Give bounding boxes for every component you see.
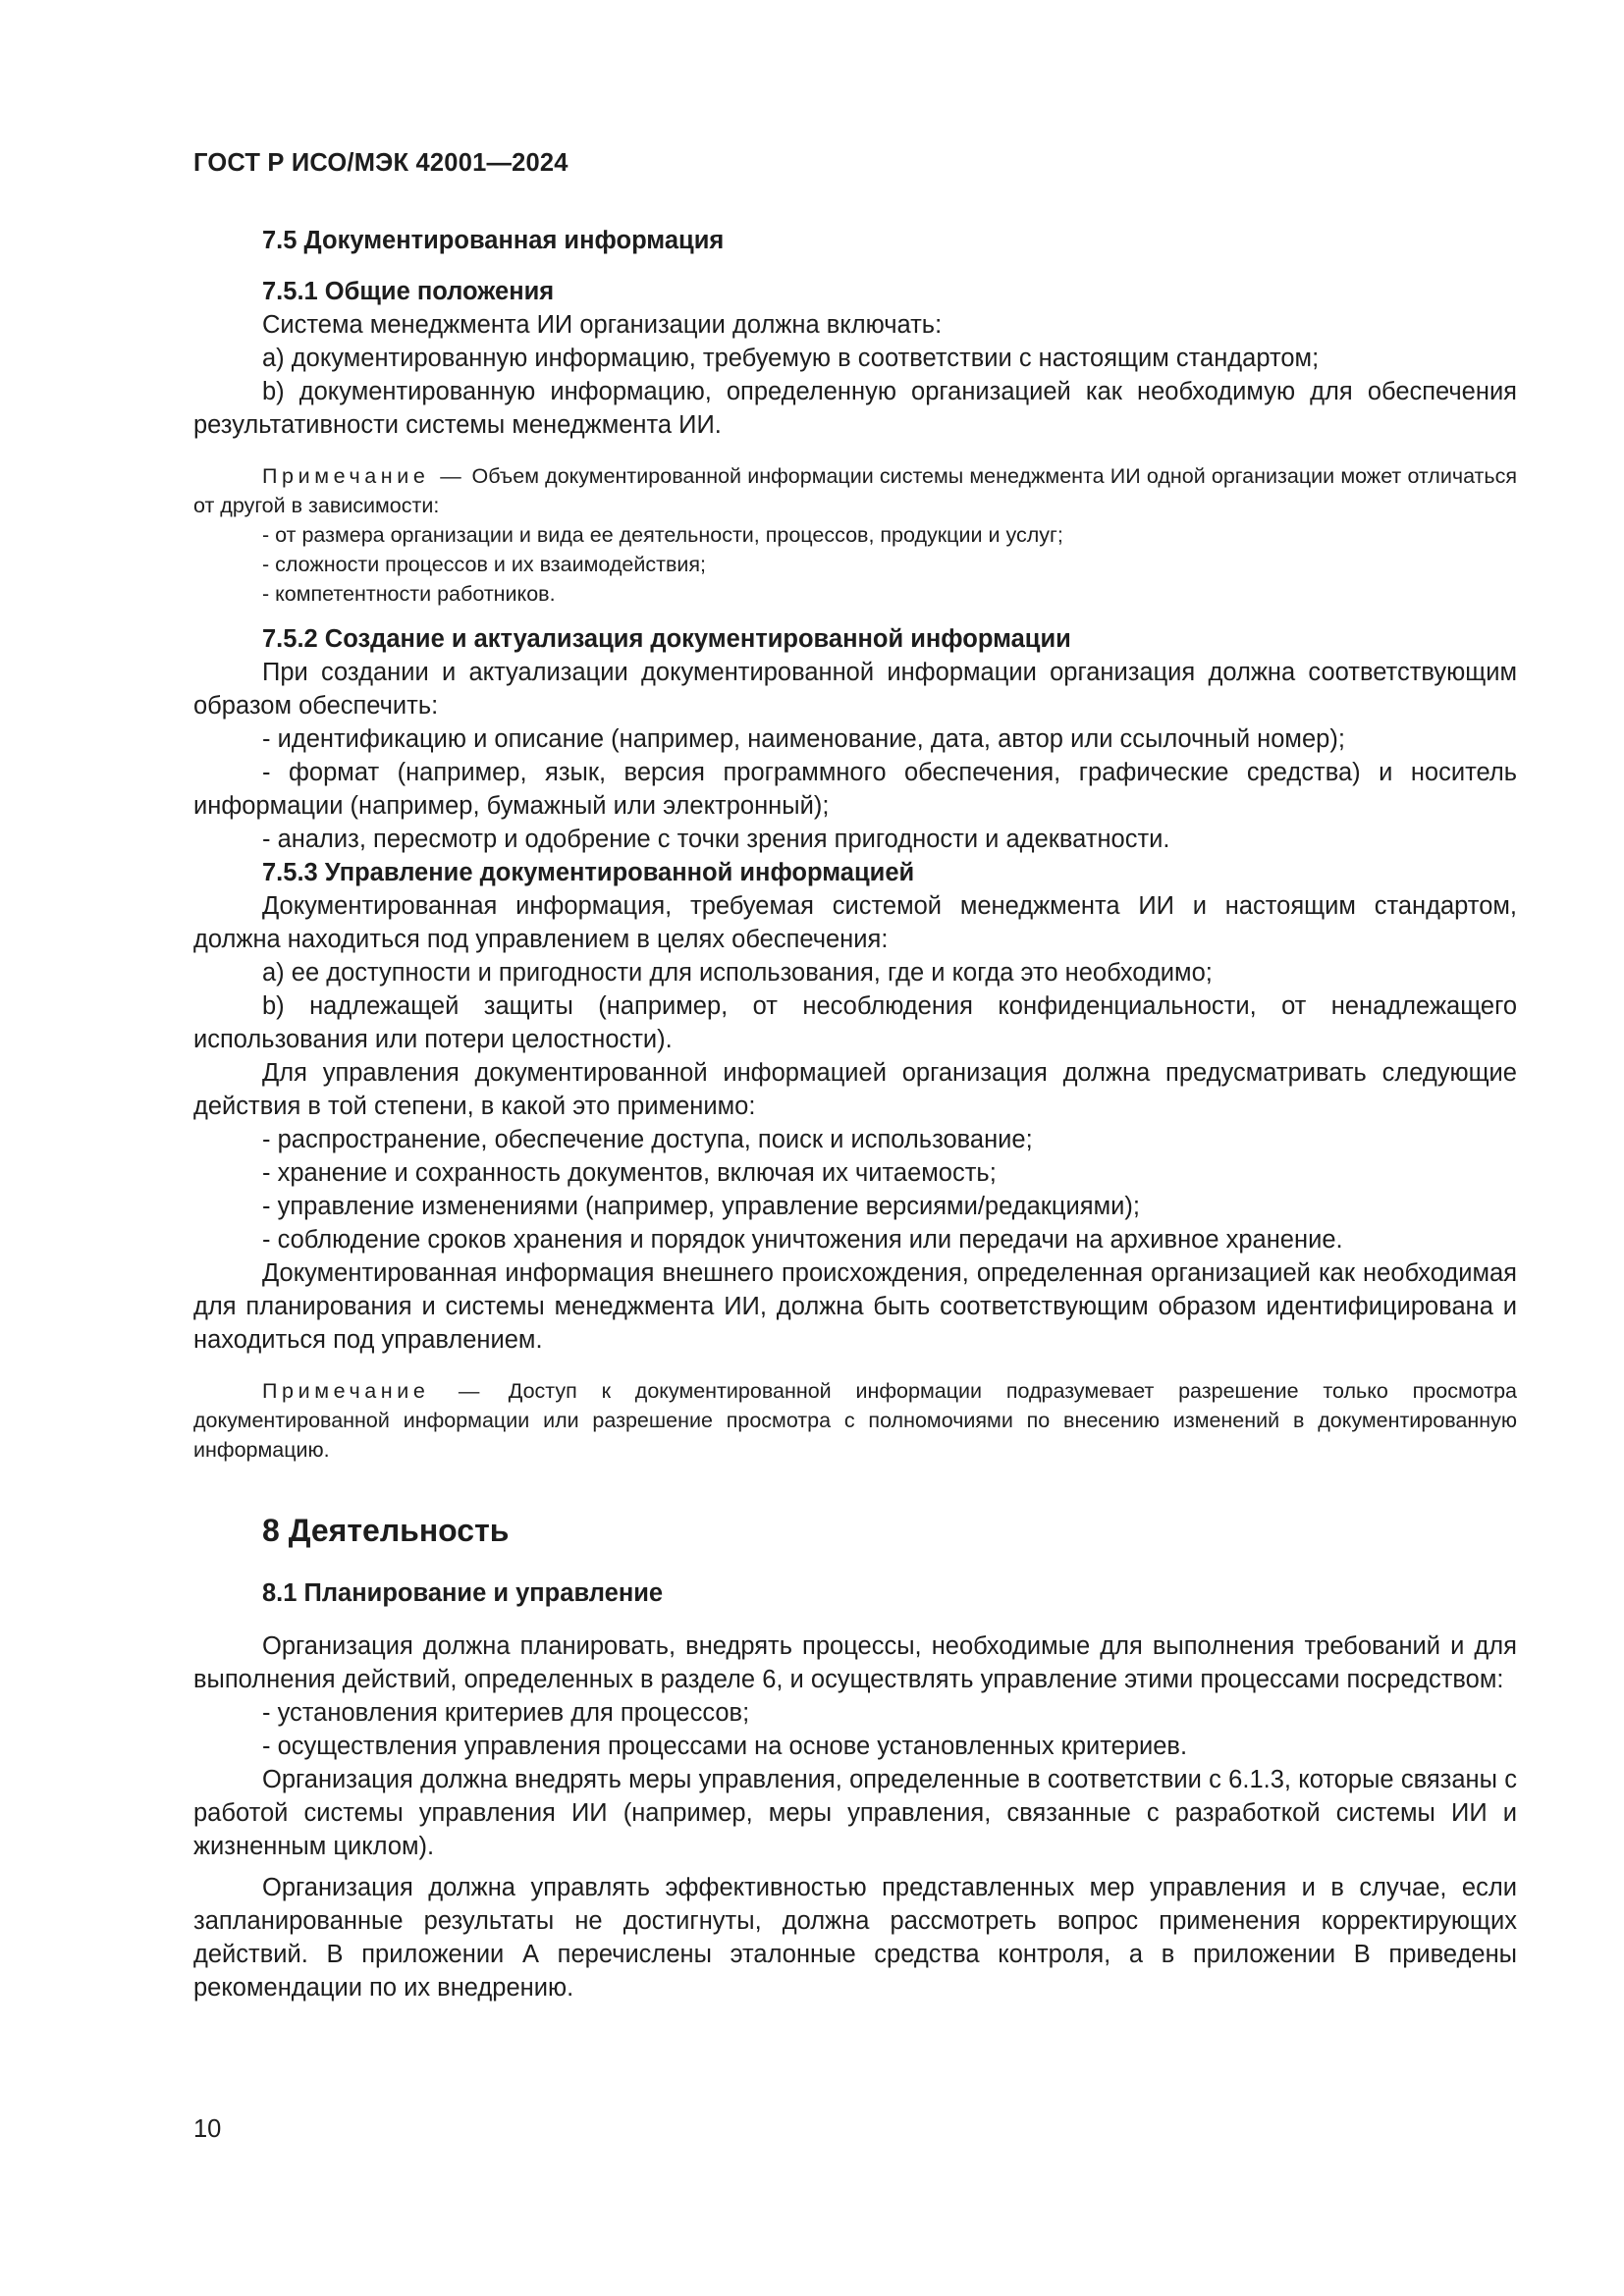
note-label: Примечание — bbox=[262, 464, 466, 488]
note-list-item: - от размера организации и вида ее деятельности, процессов, продукции и услуг; bbox=[262, 523, 1063, 547]
section-7-5-heading: 7.5 Документированная информация bbox=[262, 227, 725, 254]
list-item: - управление изменениями (например, управление версиями/редакциями); bbox=[262, 1193, 1140, 1220]
list-item: - формат (например, язык, версия программного обеспечения, графические средства) и носитель информации (например, бумажный или электронный); bbox=[193, 759, 1517, 820]
note-list-item: - сложности процессов и их взаимодействия; bbox=[262, 553, 707, 576]
list-item: - хранение и сохранность документов, включая их читаемость; bbox=[262, 1159, 997, 1187]
paragraph: Система менеджмента ИИ организации должна включать: bbox=[262, 311, 943, 339]
list-item: - распространение, обеспечение доступа, поиск и использование; bbox=[262, 1126, 1033, 1153]
section-7-5-2-heading: 7.5.2 Создание и актуализация документированной информации bbox=[262, 625, 1071, 653]
note-label: Примечание — bbox=[262, 1379, 484, 1403]
section-8-heading: 8 Деятельность bbox=[262, 1513, 510, 1548]
list-item: - идентификацию и описание (например, наименование, дата, автор или ссылочный номер); bbox=[262, 725, 1345, 753]
list-item: a) документированную информацию, требуемую в соответствии с настоящим стандартом; bbox=[262, 345, 1320, 372]
list-item: b) документированную информацию, определенную организацией как необходимую для обеспечения результативности системы менеджмента ИИ. bbox=[193, 378, 1517, 439]
note-text: Доступ к документированной информации подразумевает разрешение только просмотра документированной информации или разрешение просмотра с полномочиями по внесению изменений в документированную информацию. bbox=[193, 1379, 1517, 1462]
paragraph: Организация должна управлять эффективностью представленных мер управления и в случае, если запланированные результаты не достигнуты, должна рассмотреть вопрос применения корректирующих действий. В приложении А перечислены эталонные средства контроля, а в приложении В приведены рекомендации по их внедрению. bbox=[193, 1874, 1517, 2002]
list-item: - осуществления управления процессами на основе установленных критериев. bbox=[262, 1733, 1188, 1760]
paragraph: Документированная информация внешнего происхождения, определенная организацией как необходимая для планирования и системы менеджмента ИИ, должна быть соответствующим образом идентифицирована и находиться под управлением. bbox=[193, 1259, 1517, 1354]
paragraph: Документированная информация, требуемая системой менеджмента ИИ и настоящим стандартом, должна находиться под управлением в целях обеспечения: bbox=[193, 892, 1517, 953]
section-7-5-1-heading: 7.5.1 Общие положения bbox=[262, 278, 555, 305]
paragraph: Организация должна внедрять меры управления, определенные в соответствии с 6.1.3, которые связаны с работой системы управления ИИ (например, меры управления, связанные с разработкой системы ИИ и жизненным циклом). bbox=[193, 1766, 1517, 1860]
list-item: - установления критериев для процессов; bbox=[262, 1699, 750, 1727]
page-body bbox=[193, 224, 1517, 2004]
list-item: - анализ, пересмотр и одобрение с точки зрения пригодности и адекватности. bbox=[262, 826, 1170, 853]
list-item: b) надлежащей защиты (например, от несоблюдения конфиденциальности, от ненадлежащего использования или потери целостности). bbox=[193, 992, 1517, 1053]
note bbox=[193, 1376, 1517, 1465]
note-text: Объем документированной информации системы менеджмента ИИ одной организации может отличаться от другой в зависимости: bbox=[193, 464, 1517, 517]
note-list-item: - компетентности работников. bbox=[262, 582, 556, 606]
page-number: 10 bbox=[193, 2115, 222, 2143]
note bbox=[193, 461, 1517, 520]
paragraph: При создании и актуализации документированной информации организация должна соответствующим образом обеспечить: bbox=[193, 659, 1517, 720]
paragraph: Организация должна планировать, внедрять процессы, необходимые для выполнения требований и для выполнения действий, определенных в разделе 6, и осуществлять управление этими процессами посредством: bbox=[193, 1632, 1517, 1693]
section-7-5-3-heading: 7.5.3 Управление документированной информацией bbox=[262, 859, 915, 886]
list-item: a) ее доступности и пригодности для использования, где и когда это необходимо; bbox=[262, 959, 1213, 987]
paragraph: Для управления документированной информацией организация должна предусматривать следующие действия в той степени, в какой это применимо: bbox=[193, 1059, 1517, 1120]
list-item: - соблюдение сроков хранения и порядок уничтожения или передачи на архивное хранение. bbox=[262, 1226, 1343, 1254]
section-8-1-heading: 8.1 Планирование и управление bbox=[262, 1579, 664, 1607]
document-header: ГОСТ Р ИСО/МЭК 42001—2024 bbox=[193, 149, 568, 177]
